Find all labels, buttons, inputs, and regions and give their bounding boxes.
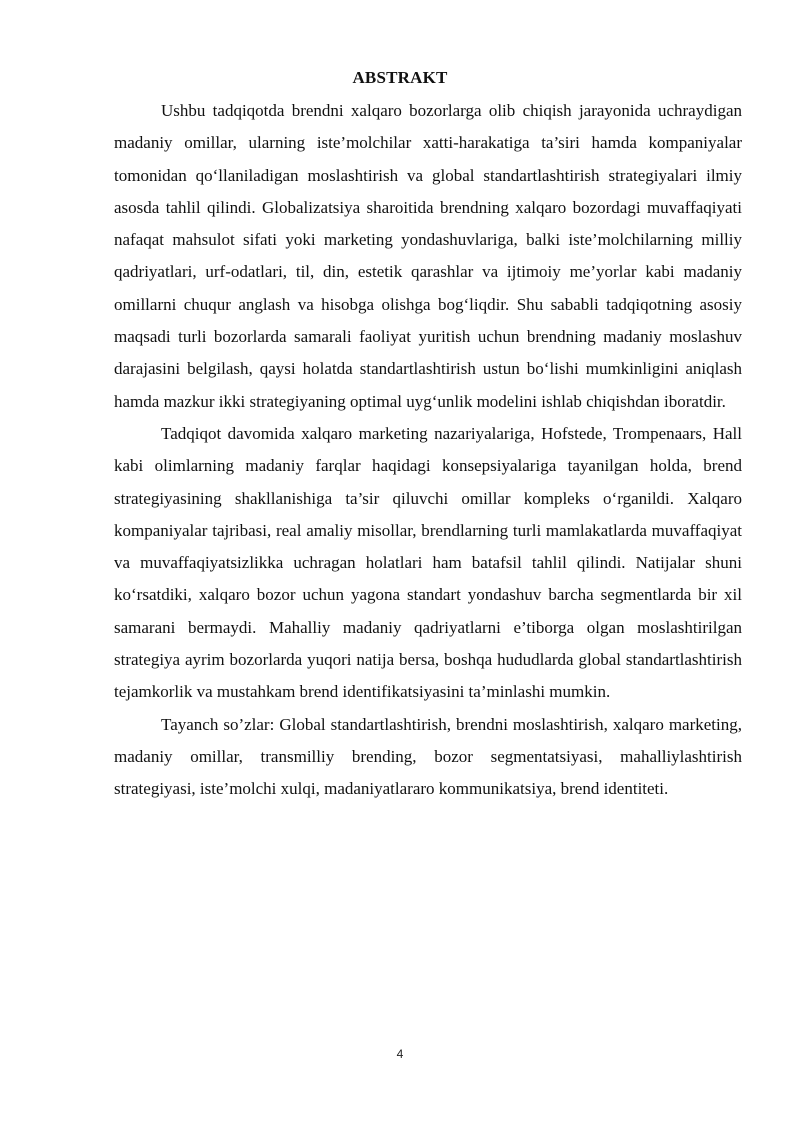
document-title: ABSTRAKT xyxy=(352,68,448,87)
page-number: 4 xyxy=(396,1047,404,1061)
abstract-body xyxy=(114,95,742,806)
keywords-paragraph: Tayanch so’zlar: Global standartlashtirish, brendni moslashtirish, xalqaro marketing, madaniy omillar, transmilliy brending, bozor segmentatsiyasi, mahalliylashtirish strategiyasi, iste’molchi xulqi, madaniyatlararo kommunikatsiya, brend identiteti. xyxy=(114,714,742,799)
abstract-paragraph-1: Ushbu tadqiqotda brendni xalqaro bozorlarga olib chiqish jarayonida uchraydigan madaniy omillar, ularning iste’molchilar xatti-harakatiga ta’siri hamda kompaniyalar tomonidan qo‘llaniladigan moslashtirish va global standartlashtirish strategiyalari ilmiy asosda tahlil qilindi. Globalizatsiya sharoitida brendning xalqaro bozordagi muvaffaqiyati nafaqat mahsulot sifati yoki marketing yondashuvlariga, balki iste’molchilarning milliy qadriyatlari, urf-odatlari, til, din, estetik qarashlar va ijtimoiy me’yorlar kabi madaniy omillarni chuqur anglash va hisobga olishga bog‘liqdir. Shu sababli tadqiqotning asosiy maqsadi turli bozorlarda samarali faoliyat yuritish uchun brendning madaniy moslashuv darajasini belgilash, qaysi holatda standartlashtirish ustun bo‘lishi mumkinligini aniqlash hamda mazkur ikki strategiyaning optimal uyg‘unlik modelini ishlab chiqishdan iboratdir. xyxy=(114,101,742,411)
abstract-paragraph-2: Tadqiqot davomida xalqaro marketing nazariyalariga, Hofstede, Trompenaars, Hall kabi olimlarning madaniy farqlar haqidagi konsepsiyalariga tayanilgan holda, brend strategiyasining shakllanishiga ta’sir qiluvchi omillar kompleks o‘rganildi. Xalqaro kompaniyalar tajribasi, real amaliy misollar, brendlarning turli mamlakatlarda muvaffaqiyat va muvaffaqiyatsizlikka uchragan holatlari ham batafsil tahlil qilindi. Natijalar shuni ko‘rsatdiki, xalqaro bozor uchun yagona standart yondashuv barcha segmentlarda bir xil samarani bermaydi. Mahalliy madaniy qadriyatlarni e’tiborga olgan moslashtirilgan strategiya ayrim bozorlarda yuqori natija bersa, boshqa hududlarda global standartlashtirish tejamkorlik va mustahkam brend identifikatsiyasini ta’minlashi mumkin. xyxy=(114,423,742,702)
